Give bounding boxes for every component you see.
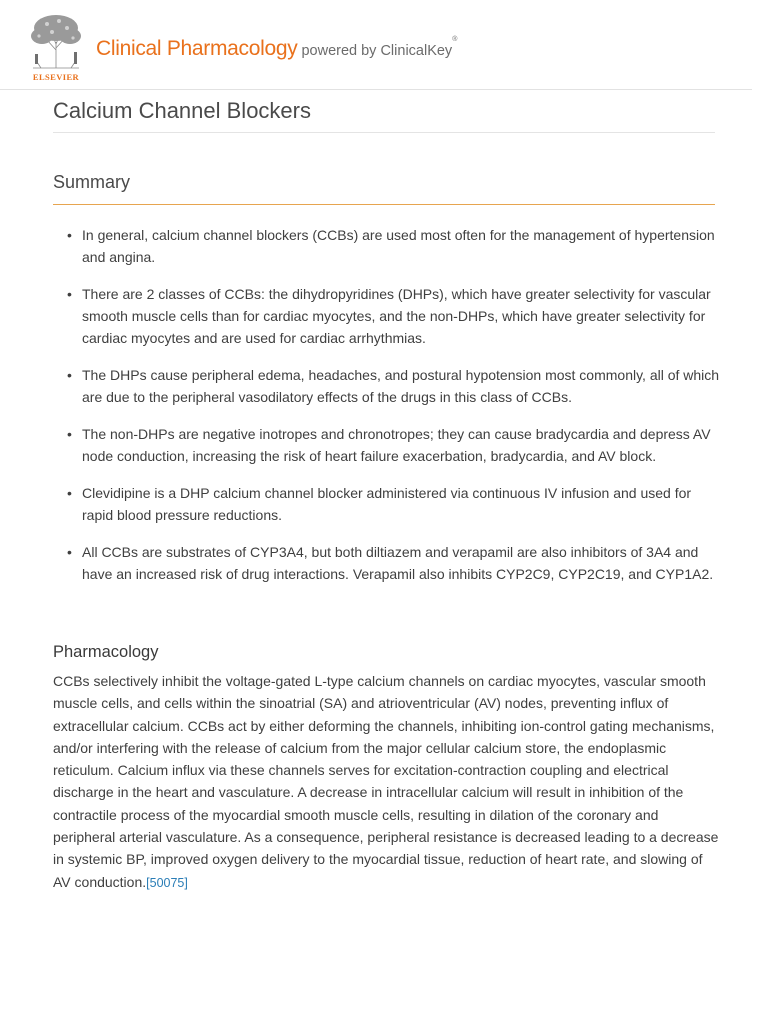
brand-title: Clinical Pharmacology (96, 37, 298, 60)
pharmacology-text: CCBs selectively inhibit the voltage-gated L-type calcium channels on cardiac myocytes, vascular smooth muscle cells, and cells within the sinoatrial (SA) and atrioventricular (AV) nodes, preventing influx of extracellular calcium. CCBs act by either deforming the channels, inhibiting ion-control gating mechanisms, and/or interfering with the release of calcium from the major cellular calcium store, the endoplasmic reticulum. Calcium influx via these channels serves for excitation-contraction coupling and electrical discharge in the heart and vasculature. A decrease in intracellular calcium will result in inhibition of the contractile process of the myocardial smooth muscle cells, resulting in dilation of the coronary and peripheral arterial vasculature. As a consequence, peripheral resistance is decreased leading to a decrease in systemic BP, improved oxygen delivery to the myocardial tissue, reduction of heart rate, and slowing of AV conduction. (53, 673, 719, 890)
brand-subtitle (301, 36, 458, 59)
site-header (0, 0, 768, 90)
summary-item: • All CCBs are substrates of CYP3A4, but both diltiazem and verapamil are also inhibitors of 3A4 and have an increased risk of drug interactions. Verapamil also inhibits CYP2C9, CYP2C19, and CYP1A2. (82, 541, 722, 585)
pharmacology-body (53, 670, 721, 894)
summary-item: • There are 2 classes of CCBs: the dihydropyridines (DHPs), which have greater selectivity for vascular smooth muscle cells than for cardiac myocytes, and the non-DHPs, which have greater selectivity for cardiac myocytes and are used for cardiac arrhythmias. (82, 283, 722, 349)
elsevier-tree-icon (25, 12, 87, 70)
summary-item: • The DHPs cause peripheral edema, headaches, and postural hypotension most commonly, all of which are due to the peripheral vasodilatory effects of the drugs in this class of CCBs. (82, 364, 722, 408)
header-divider (0, 89, 752, 90)
brand-subtitle-text: powered by ClinicalKey (301, 43, 453, 59)
page-title: Calcium Channel Blockers (53, 98, 311, 123)
summary-item: • The non-DHPs are negative inotropes and chronotropes; they can cause bradycardia and depress AV node conduction, increasing the risk of heart failure exacerbation, bradycardia, and AV block. (82, 423, 722, 467)
summary-heading: Summary (53, 172, 131, 192)
title-divider (53, 132, 715, 133)
summary-item: • Clevidipine is a DHP calcium channel blocker administered via continuous IV infusion and used for rapid blood pressure reductions. (82, 482, 722, 526)
summary-divider (53, 204, 715, 205)
elsevier-wordmark: ELSEVIER (32, 72, 80, 82)
product-brand[interactable] (96, 37, 457, 61)
reference-link[interactable]: [50075] (146, 875, 188, 890)
summary-item: • In general, calcium channel blockers (CCBs) are used most often for the management of hypertension and angina. (82, 224, 722, 268)
summary-list (82, 224, 722, 600)
elsevier-logo[interactable] (25, 12, 87, 82)
registered-mark: ® (452, 36, 458, 43)
pharmacology-heading: Pharmacology (53, 643, 159, 661)
